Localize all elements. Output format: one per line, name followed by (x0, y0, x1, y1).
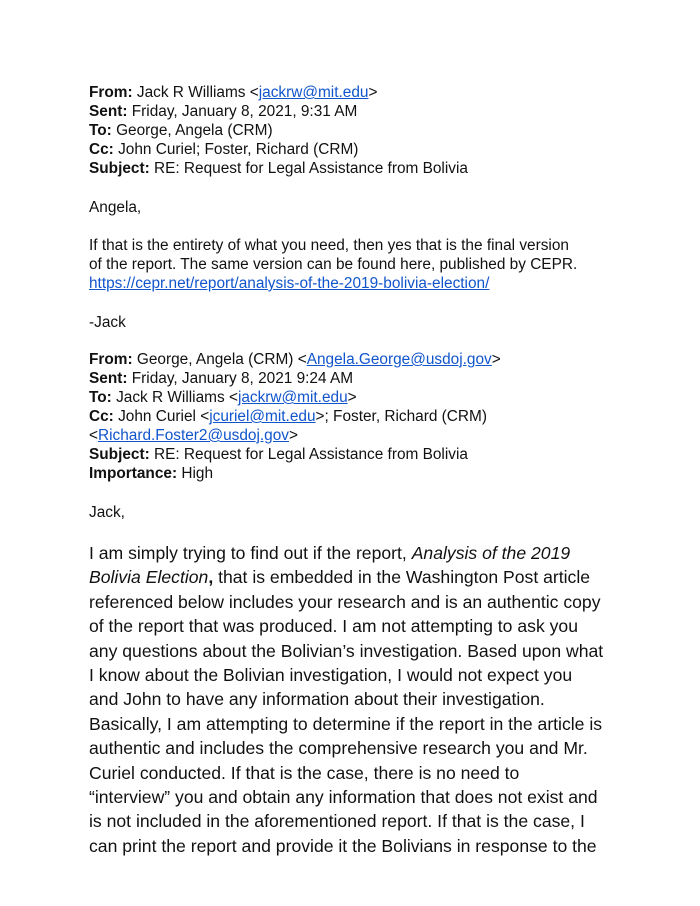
email2-report-title: Bolivia Election (89, 567, 209, 588)
email2-para-line (89, 565, 629, 589)
email1-body-line: of the report. The same version can be found here, published by CEPR. (89, 256, 578, 273)
email1-greeting-block (89, 198, 629, 217)
email1-subject-value: RE: Request for Legal Assistance from Bolivia (154, 160, 468, 177)
email2-subject-line (89, 445, 629, 464)
email2-sent-value: Friday, January 8, 2021 9:24 AM (131, 370, 354, 387)
email1-cc-value: John Curiel; Foster, Richard (CRM) (118, 141, 359, 158)
email2-para-text: that is embedded in the Washington Post article (213, 567, 591, 588)
email1-from-label: From: (89, 84, 133, 101)
email2-sent-label: Sent: (89, 370, 128, 387)
email1-sent-label: Sent: (89, 103, 128, 120)
email2-importance-label: Importance: (89, 465, 178, 482)
email2-para-comma: , (208, 567, 214, 588)
email2-cc-email2-link[interactable]: Richard.Foster2@usdoj.gov (98, 427, 289, 444)
email1-from-name: Jack R Williams < (136, 84, 259, 101)
email2-from-close: > (491, 351, 501, 368)
email1-body (89, 236, 629, 293)
email1-sent-value: Friday, January 8, 2021, 9:31 AM (131, 103, 358, 120)
email2-para-line: I know about the Bolivian investigation, I would not expect you (89, 665, 573, 686)
email1-greeting: Angela, (89, 199, 142, 216)
email2-cc-line (89, 407, 629, 426)
email2-from-label: From: (89, 351, 133, 368)
email2-para-line: any questions about the Bolivian’s investigation. Based upon what (89, 640, 604, 661)
email1-header (89, 83, 629, 178)
email2-cc-mid: >; Foster, Richard (CRM) (315, 408, 487, 425)
email2-cc-name1: John Curiel < (118, 408, 210, 425)
email2-para-line: can print the report and provide it the Bolivians in response to the (89, 835, 597, 856)
email2-subject-value: RE: Request for Legal Assistance from Bolivia (154, 446, 468, 463)
email2-cc-email1-link[interactable]: jcuriel@mit.edu (209, 408, 316, 425)
email1-subject-line (89, 159, 629, 178)
email2-to-close: > (347, 389, 357, 406)
email2-importance-line (89, 464, 629, 483)
email2-cc-label: Cc: (89, 408, 114, 425)
email1-to-value: George, Angela (CRM) (116, 122, 273, 139)
email2-para-line: of the report that was produced. I am not attempting to ask you (89, 616, 578, 637)
email1-signoff-block (89, 313, 629, 332)
email2-to-label: To: (89, 389, 112, 406)
email2-para-line: Curiel conducted. If that is the case, there is no need to (89, 762, 520, 783)
email1-body-line: If that is the entirety of what you need, then yes that is the final version (89, 237, 569, 254)
email2-greeting-block (89, 503, 629, 522)
email1-from-email-link[interactable]: jackrw@mit.edu (258, 84, 369, 101)
email2-from-line (89, 350, 629, 369)
email2-to-email-link[interactable]: jackrw@mit.edu (237, 389, 348, 406)
email2-greeting: Jack, (89, 504, 125, 521)
email2-sent-line (89, 369, 629, 388)
email1-cc-label: Cc: (89, 141, 114, 158)
email2-to-line (89, 388, 629, 407)
email2-body-paragraph (89, 541, 629, 858)
email2-header (89, 350, 629, 483)
email2-para-text: I am simply trying to find out if the report, (89, 543, 412, 563)
email2-cc-line-continued (89, 426, 629, 445)
email2-from-email-link[interactable]: Angela.George@usdoj.gov (306, 351, 492, 368)
email1-sent-line (89, 102, 629, 121)
email1-from-line (89, 83, 629, 102)
email1-to-line (89, 121, 629, 140)
email2-para-line: and John to have any information about their investigation. (89, 689, 545, 710)
email2-cc-open2: < (89, 427, 98, 444)
email2-para-line: “interview” you and obtain any information that does not exist and (89, 787, 598, 808)
email2-from-name: George, Angela (CRM) < (136, 351, 307, 368)
email2-report-title: Analysis of the 2019 (411, 543, 571, 563)
email1-body-link[interactable]: https://cepr.net/report/analysis-of-the-2019-bolivia-election/ (89, 275, 490, 292)
email2-para-line (89, 541, 629, 565)
email2-cc-close2: > (289, 427, 298, 444)
email2-para-line: referenced below includes your research and is an authentic copy (89, 591, 601, 612)
email2-importance-value: High (181, 465, 214, 482)
email1-signoff: -Jack (89, 314, 126, 331)
email2-para-line: Basically, I am attempting to determine if the report in the article is (89, 713, 603, 734)
email1-to-label: To: (89, 122, 112, 139)
email2-para-line: authentic and includes the comprehensive research you and Mr. (89, 738, 588, 759)
email1-subject-label: Subject: (89, 160, 150, 177)
email2-para-line: is not included in the aforementioned report. If that is the case, I (89, 811, 585, 832)
email2-subject-label: Subject: (89, 446, 150, 463)
email1-from-close: > (368, 84, 378, 101)
email2-to-name: Jack R Williams < (116, 389, 238, 406)
email1-cc-line (89, 140, 629, 159)
